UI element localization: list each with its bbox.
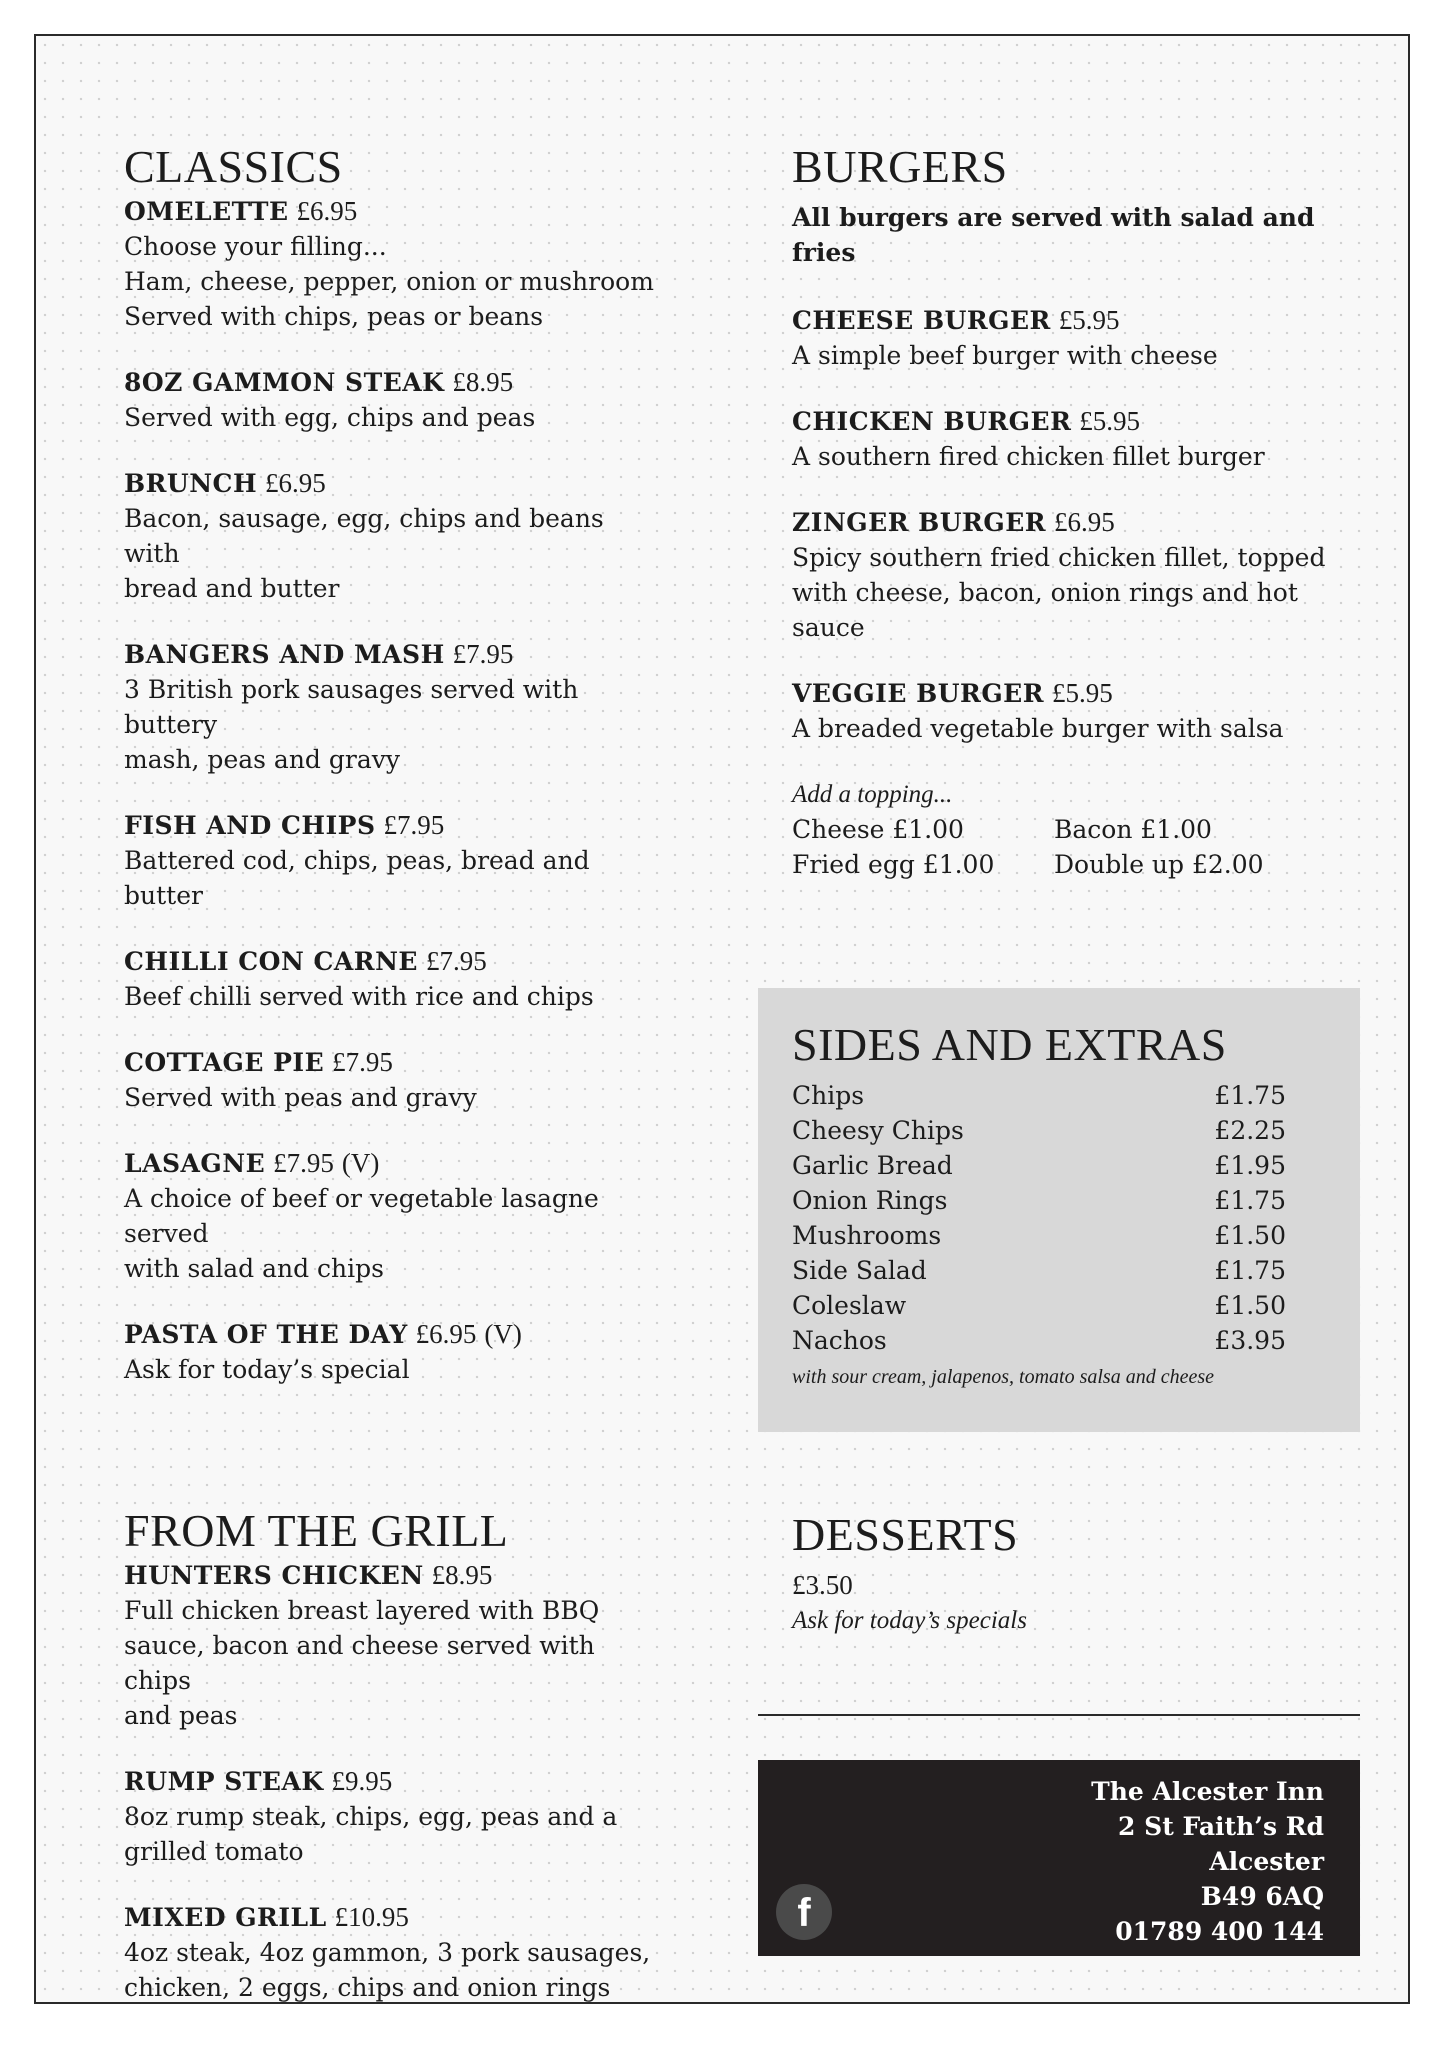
grill-heading: FROM THE GRILL (124, 1505, 509, 1556)
item-name: PASTA OF THE DAY (124, 1320, 408, 1349)
item-name: OMELETTE (124, 197, 289, 226)
menu-item (792, 505, 1352, 645)
item-description-line: A breaded vegetable burger with salsa (792, 714, 1284, 743)
item-header (124, 1764, 664, 1799)
item-description (124, 229, 664, 334)
item-price: £10.95 (334, 1902, 409, 1932)
item-header (124, 1900, 664, 1935)
menu-item (124, 194, 664, 334)
item-price: £9.95 (331, 1766, 393, 1796)
item-header (124, 637, 664, 672)
item-price: £6.95 (1054, 507, 1115, 537)
item-description-line: sauce (792, 613, 865, 642)
burgers-note (792, 200, 1352, 270)
topping-label: Add a topping... (792, 781, 953, 808)
burgers-heading: BURGERS (792, 141, 1008, 192)
item-name: COTTAGE PIE (124, 1048, 325, 1077)
item-description-line: bread and butter (124, 574, 340, 603)
item-header (124, 944, 664, 979)
address-town: Alcester (1209, 1847, 1324, 1876)
grill-list (124, 1558, 664, 2005)
item-name: BRUNCH (124, 469, 258, 498)
item-description (124, 979, 664, 1014)
item-description (792, 338, 1352, 373)
menu-item (124, 1558, 664, 1733)
item-description-line: chicken, 2 eggs, chips and onion rings (124, 1973, 611, 2002)
item-description-line: with cheese, bacon, onion rings and hot (792, 578, 1298, 607)
item-description-line: A southern fired chicken fillet burger (792, 442, 1265, 471)
toppings-grid (792, 812, 1352, 882)
side-item-name: Nachos (792, 1326, 887, 1355)
item-description-line: 8oz rump steak, chips, egg, peas and a (124, 1802, 618, 1831)
item-description-line: Served with peas and gravy (124, 1083, 477, 1112)
item-description (124, 1080, 664, 1115)
item-price: £5.95 (1051, 678, 1113, 708)
item-price: £7.95 (383, 810, 445, 840)
item-description-line: Served with chips, peas or beans (124, 302, 544, 331)
item-header (124, 466, 664, 501)
side-item-row (792, 1218, 1286, 1253)
item-header (792, 676, 1352, 711)
menu-item (124, 365, 664, 435)
item-description-line: and peas (124, 1701, 238, 1730)
item-name: CHILLI CON CARNE (124, 947, 418, 976)
side-item-row (792, 1148, 1286, 1183)
topping-item: Cheese £1.00 (792, 815, 964, 844)
item-dietary-tag: (V) (341, 1148, 380, 1178)
item-name: FISH AND CHIPS (124, 811, 376, 840)
sides-list (792, 1078, 1326, 1358)
item-description-line: Choose your filling... (124, 232, 387, 261)
item-price: £6.95 (265, 468, 326, 498)
classics-heading: CLASSICS (124, 141, 343, 192)
item-header (124, 1146, 664, 1181)
item-price: £7.95 (452, 639, 514, 669)
item-description (124, 1799, 664, 1869)
item-description-line: 4oz steak, 4oz gammon, 3 pork sausages, (124, 1938, 651, 1967)
address-street: 2 St Faith’s Rd (1118, 1812, 1324, 1841)
item-description (124, 501, 664, 606)
item-description (124, 1352, 664, 1387)
topping-item: Fried egg £1.00 (792, 850, 995, 879)
item-header (124, 808, 664, 843)
item-dietary-tag: (V) (484, 1319, 522, 1349)
menu-item (124, 1146, 664, 1286)
item-name: 8OZ GAMMON STEAK (124, 368, 445, 397)
item-name: HUNTERS CHICKEN (124, 1561, 424, 1590)
sides-heading: SIDES AND EXTRAS (792, 1019, 1227, 1070)
menu-item (124, 1045, 664, 1115)
sides-note: with sour cream, jalapenos, tomato salsa and cheese (792, 1366, 1215, 1388)
menu-item (124, 944, 664, 1014)
item-description-line: Spicy southern fried chicken fillet, topped (792, 543, 1326, 572)
side-item-price: £1.75 (1214, 1186, 1286, 1215)
side-item-price: £1.75 (1214, 1256, 1286, 1285)
item-description (124, 1181, 664, 1286)
side-item-price: £1.50 (1214, 1291, 1286, 1320)
item-description-line: 3 British pork sausages served with buttery (124, 675, 579, 739)
menu-item (124, 1317, 664, 1387)
side-item-row (792, 1288, 1286, 1323)
side-item-price: £1.50 (1214, 1221, 1286, 1250)
item-description-line: Beef chilli served with rice and chips (124, 982, 594, 1011)
side-item-name: Coleslaw (792, 1291, 907, 1320)
item-header (124, 1045, 664, 1080)
burgers-note-line: fries (792, 238, 856, 267)
item-header (124, 365, 664, 400)
item-header (124, 194, 664, 229)
item-description-line: A simple beef burger with cheese (792, 341, 1218, 370)
side-item-name: Garlic Bread (792, 1151, 953, 1180)
item-header (792, 404, 1352, 439)
item-header (792, 505, 1352, 540)
menu-item (124, 1900, 664, 2005)
menu-item (124, 1764, 664, 1869)
left-column (124, 140, 664, 2036)
item-description-line: Ham, cheese, pepper, onion or mushroom (124, 267, 654, 296)
item-name: LASAGNE (124, 1149, 266, 1178)
item-description-line: A choice of beef or vegetable lasagne served (124, 1184, 599, 1248)
item-name: VEGGIE BURGER (792, 679, 1044, 708)
side-item-price: £3.95 (1214, 1326, 1286, 1355)
item-price: £7.95 (332, 1047, 393, 1077)
item-name: RUMP STEAK (124, 1767, 324, 1796)
side-item-name: Onion Rings (792, 1186, 948, 1215)
item-description-line: Battered cod, chips, peas, bread and butter (124, 846, 590, 910)
divider (758, 1714, 1360, 1716)
menu-item (124, 637, 664, 777)
item-description (792, 439, 1352, 474)
item-description-line: Served with egg, chips and peas (124, 403, 536, 432)
item-price: £5.95 (1079, 406, 1141, 436)
item-name: CHEESE BURGER (792, 306, 1051, 335)
item-description (792, 540, 1352, 645)
burgers-list (792, 303, 1352, 746)
side-item-row (792, 1323, 1286, 1358)
item-description-line: Bacon, sausage, egg, chips and beans with (124, 504, 604, 568)
item-header (124, 1317, 664, 1352)
menu-item (792, 404, 1352, 474)
item-description (124, 672, 664, 777)
menu-item (124, 466, 664, 606)
item-description-line: grilled tomato (124, 1837, 304, 1866)
item-description (124, 400, 664, 435)
phone-number: 01789 400 144 (1115, 1917, 1324, 1946)
item-description-line: mash, peas and gravy (124, 745, 400, 774)
address-postcode: B49 6AQ (1200, 1882, 1324, 1911)
side-item-row (792, 1078, 1286, 1113)
item-price: £6.95 (415, 1319, 477, 1349)
menu-item (792, 303, 1352, 373)
item-description (124, 843, 664, 913)
item-price: £8.95 (452, 367, 514, 397)
dessert-price: £3.50 (792, 1570, 853, 1600)
side-item-name: Side Salad (792, 1256, 927, 1285)
item-description (124, 1935, 664, 2005)
right-column (792, 140, 1352, 882)
side-item-row (792, 1113, 1286, 1148)
side-item-price: £1.75 (1214, 1081, 1286, 1110)
side-item-name: Chips (792, 1081, 865, 1110)
item-description (124, 1593, 664, 1733)
item-description-line: with salad and chips (124, 1254, 384, 1283)
item-price: £8.95 (431, 1560, 493, 1590)
side-item-name: Mushrooms (792, 1221, 942, 1250)
item-name: ZINGER BURGER (792, 508, 1047, 537)
item-description (792, 711, 1352, 746)
sides-box (758, 988, 1360, 1432)
desserts-section (792, 1508, 1312, 1638)
classics-list (124, 194, 664, 1387)
dessert-note: Ask for today’s specials (792, 1607, 1027, 1634)
item-price: £6.95 (296, 196, 358, 226)
contact-box (758, 1760, 1360, 1956)
side-item-row (792, 1253, 1286, 1288)
item-description-line: Ask for today’s special (124, 1355, 410, 1384)
menu-item (124, 808, 664, 913)
side-item-row (792, 1183, 1286, 1218)
item-description-line: Full chicken breast layered with BBQ (124, 1596, 600, 1625)
item-header (792, 303, 1352, 338)
item-name: BANGERS AND MASH (124, 640, 445, 669)
side-item-name: Cheesy Chips (792, 1116, 964, 1145)
menu-item (792, 676, 1352, 746)
item-price: £5.95 (1058, 305, 1120, 335)
topping-item: Double up £2.00 (1054, 850, 1264, 879)
desserts-heading: DESSERTS (792, 1509, 1019, 1560)
item-name: MIXED GRILL (124, 1903, 327, 1932)
item-price: £7.95 (425, 946, 487, 976)
item-header (124, 1558, 664, 1593)
side-item-price: £2.25 (1214, 1116, 1286, 1145)
item-name: CHICKEN BURGER (792, 407, 1072, 436)
venue-name: The Alcester Inn (1091, 1777, 1324, 1806)
topping-item: Bacon £1.00 (1054, 815, 1212, 844)
item-description-line: sauce, bacon and cheese served with chips (124, 1631, 595, 1695)
burgers-note-line: All burgers are served with salad and (792, 203, 1315, 232)
item-price: £7.95 (273, 1148, 334, 1178)
side-item-price: £1.95 (1214, 1151, 1286, 1180)
facebook-icon[interactable]: f (776, 1884, 832, 1940)
